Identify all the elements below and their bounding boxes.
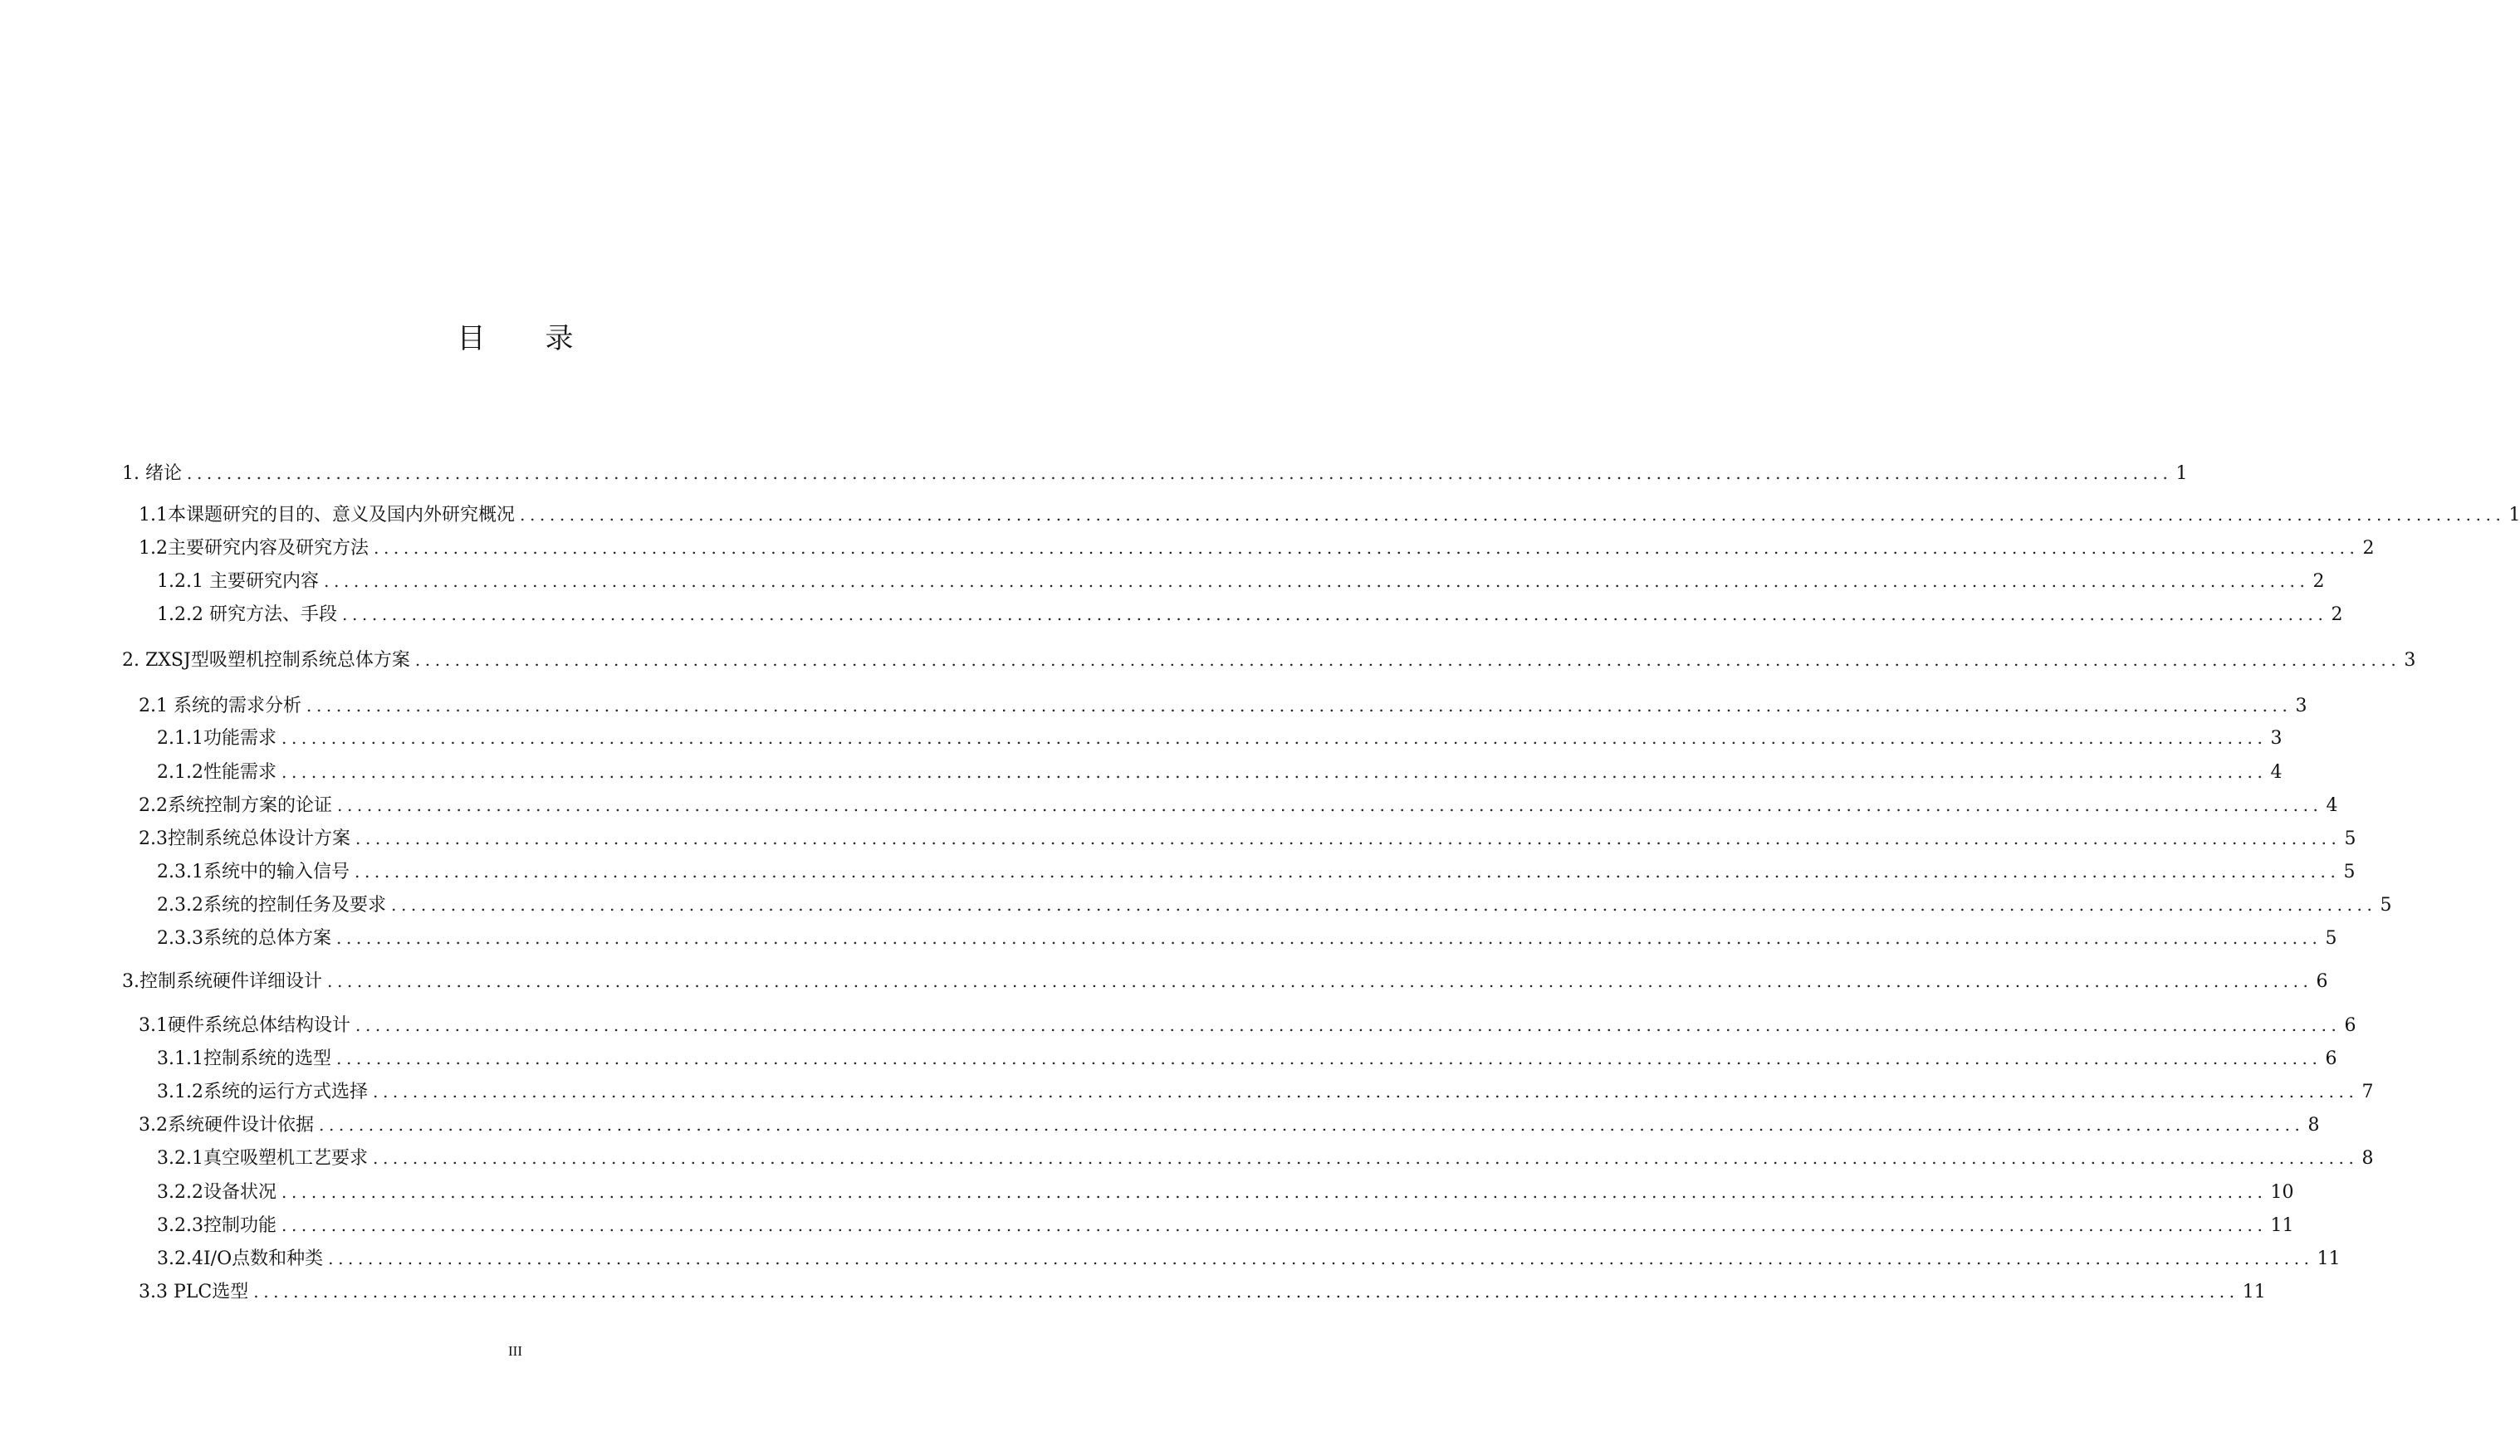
toc-entry[interactable] xyxy=(157,1146,2374,1170)
page-number: III xyxy=(508,1343,522,1359)
toc-leader-dots: ........................................................................................................................................................................................................ xyxy=(355,828,2341,848)
toc-entry[interactable] xyxy=(139,1279,2266,1304)
toc-leader-dots: ........................................................................................................................................................................................................ xyxy=(374,538,2360,558)
toc-entry-page: 4 xyxy=(2270,762,2283,783)
toc-entry[interactable] xyxy=(122,647,2416,672)
toc-entry-page: 4 xyxy=(2326,795,2338,816)
toc-leader-dots: ........................................................................................................................................................................................................ xyxy=(319,1115,2305,1135)
toc-entry-label: 1.2.2 研究方法、手段 xyxy=(157,604,337,625)
toc-entry-label: 3.1.2系统的运行方式选择 xyxy=(157,1082,368,1102)
toc-leader-dots: ........................................................................................................................................................................................................ xyxy=(327,971,2313,991)
toc-entry-label: 3.2系统硬件设计依据 xyxy=(139,1115,314,1136)
toc-entry-label: 2.3.3系统的总体方案 xyxy=(157,928,331,949)
toc-entry-label: 3.1.1控制系统的选型 xyxy=(157,1048,331,1069)
toc-entry[interactable] xyxy=(157,892,2392,917)
toc-entry[interactable] xyxy=(139,1013,2356,1038)
toc-entry-page: 2 xyxy=(2362,538,2375,559)
toc-entry[interactable] xyxy=(139,793,2338,818)
toc-entry-label: 3.2.3控制功能 xyxy=(157,1215,276,1236)
toc-entry-page: 3 xyxy=(2295,696,2307,716)
toc-entry-label: 2.1.1功能需求 xyxy=(157,728,276,749)
toc-entry-label: 2. ZXSJ型吸塑机控制系统总体方案 xyxy=(122,650,410,671)
toc-leader-dots: ........................................................................................................................................................................................................ xyxy=(328,1248,2314,1268)
toc-leader-dots: ........................................................................................................................................................................................................ xyxy=(341,604,2328,624)
toc-entry-label: 2.1 系统的需求分析 xyxy=(139,696,301,716)
toc-entry-page: 3 xyxy=(2404,650,2416,671)
toc-entry-label: 3.2.2设备状况 xyxy=(157,1182,276,1203)
toc-leader-dots: ........................................................................................................................................................................................................ xyxy=(372,1082,2359,1102)
toc-leader-dots: ........................................................................................................................................................................................................ xyxy=(372,1148,2359,1168)
toc-entry[interactable] xyxy=(157,726,2283,750)
toc-entry-page: 10 xyxy=(2270,1182,2294,1203)
toc-title-char-2: 录 xyxy=(545,322,574,355)
toc-leader-dots: ........................................................................................................................................................................................................ xyxy=(281,762,2268,782)
toc-leader-dots: ........................................................................................................................................................................................................ xyxy=(337,795,2323,815)
toc-entry-label: 2.3.2系统的控制任务及要求 xyxy=(157,895,386,916)
toc-leader-dots: ........................................................................................................................................................................................................ xyxy=(186,463,2173,483)
toc-entry[interactable] xyxy=(157,760,2283,784)
toc-entry-page: 11 xyxy=(2270,1215,2294,1236)
toc-leader-dots: ........................................................................................................................................................................................................ xyxy=(335,1048,2322,1068)
toc-leader-dots: ........................................................................................................................................................................................................ xyxy=(281,1215,2268,1235)
toc-entry-page: 5 xyxy=(2380,895,2392,916)
toc-entry[interactable] xyxy=(157,569,2325,594)
toc-entry[interactable] xyxy=(139,502,2520,527)
toc-entry[interactable] xyxy=(157,1213,2294,1238)
toc-leader-dots: ........................................................................................................................................................................................................ xyxy=(335,928,2322,948)
toc-entry-label: 1.2主要研究内容及研究方法 xyxy=(139,538,369,559)
toc-entry-label: 3.1硬件系统总体结构设计 xyxy=(139,1015,350,1036)
toc-entry-page: 3 xyxy=(2270,728,2283,749)
toc-leader-dots: ........................................................................................................................................................................................................ xyxy=(520,505,2506,525)
toc-entry[interactable] xyxy=(157,1246,2341,1271)
toc-entry[interactable] xyxy=(157,1046,2337,1071)
toc-entry-page: 8 xyxy=(2361,1148,2374,1169)
toc-entry-label: 1.1本课题研究的目的、意义及国内外研究概况 xyxy=(139,505,515,525)
toc-entry[interactable] xyxy=(157,602,2343,627)
toc-leader-dots: ........................................................................................................................................................................................................ xyxy=(281,1182,2268,1202)
toc-entry-label: 3.2.4I/O点数和种类 xyxy=(157,1248,324,1269)
toc-entry[interactable] xyxy=(122,969,2328,994)
toc-leader-dots: ........................................................................................................................................................................................................ xyxy=(354,862,2341,882)
toc-entry-label: 2.3控制系统总体设计方案 xyxy=(139,828,350,849)
toc-entry[interactable] xyxy=(139,535,2375,560)
toc-entry-label: 1.2.1 主要研究内容 xyxy=(157,571,319,592)
toc-entry-label: 3.控制系统硬件详细设计 xyxy=(122,971,322,992)
toc-entry-page: 7 xyxy=(2361,1082,2374,1102)
toc-entry-page: 6 xyxy=(2344,1015,2356,1036)
toc-leader-dots: ........................................................................................................................................................................................................ xyxy=(323,571,2310,591)
toc-entry[interactable] xyxy=(139,693,2307,718)
toc-entry-page: 6 xyxy=(2325,1048,2337,1069)
toc-entry-page: 6 xyxy=(2316,971,2328,992)
toc-entry-label: 3.3 PLC选型 xyxy=(139,1282,249,1302)
toc-entry-label: 2.1.2性能需求 xyxy=(157,762,276,783)
toc-entry[interactable] xyxy=(157,859,2356,884)
toc-entry-label: 2.3.1系统中的输入信号 xyxy=(157,862,350,882)
toc-entry-page: 1 xyxy=(2175,463,2188,484)
toc-entry-page: 8 xyxy=(2307,1115,2320,1136)
toc-leader-dots: ........................................................................................................................................................................................................ xyxy=(253,1282,2239,1302)
toc-entry[interactable] xyxy=(157,1079,2374,1104)
toc-entry-label: 3.2.1真空吸塑机工艺要求 xyxy=(157,1148,368,1169)
toc-title-char-1: 目 xyxy=(457,322,486,355)
toc-leader-dots: ........................................................................................................................................................................................................ xyxy=(390,895,2377,915)
toc-leader-dots: ........................................................................................................................................................................................................ xyxy=(306,696,2292,716)
toc-entry[interactable] xyxy=(157,926,2337,950)
toc-leader-dots: ........................................................................................................................................................................................................ xyxy=(355,1015,2341,1035)
toc-entry-page: 1 xyxy=(2508,505,2520,525)
toc-entry-label: 2.2系统控制方案的论证 xyxy=(139,795,332,816)
toc-entry-page: 2 xyxy=(2331,604,2343,625)
toc-entry[interactable] xyxy=(139,826,2356,851)
toc-entry[interactable] xyxy=(122,461,2188,486)
toc-leader-dots: ........................................................................................................................................................................................................ xyxy=(414,650,2401,670)
toc-entry-label: 1. 绪论 xyxy=(122,463,182,484)
toc-entry-page: 5 xyxy=(2343,862,2356,882)
toc-entry-page: 11 xyxy=(2242,1282,2266,1302)
toc-entry[interactable] xyxy=(139,1112,2320,1137)
toc-entry[interactable] xyxy=(157,1180,2294,1204)
toc-leader-dots: ........................................................................................................................................................................................................ xyxy=(281,728,2268,748)
toc-title xyxy=(0,315,1030,356)
toc-entry-page: 5 xyxy=(2344,828,2356,849)
toc-entry-page: 11 xyxy=(2317,1248,2341,1269)
toc-entry-page: 5 xyxy=(2325,928,2337,949)
toc-entry-page: 2 xyxy=(2312,571,2325,592)
